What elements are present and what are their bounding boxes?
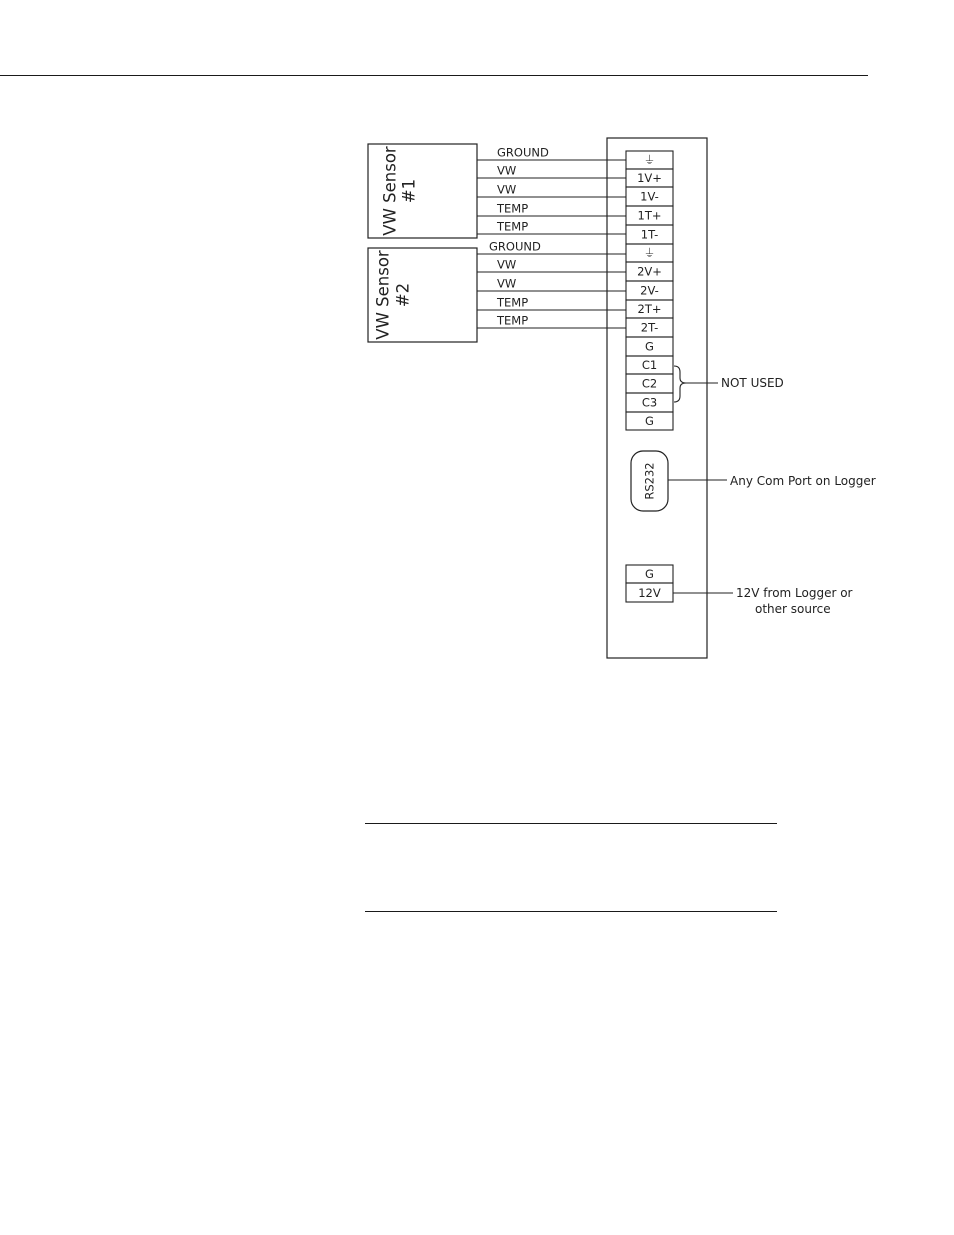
terminal-label: C2 — [641, 376, 658, 391]
sensor-2-title: VW Sensor — [373, 250, 393, 340]
sensor-1-number: #1 — [399, 178, 419, 204]
wire-label: TEMP — [497, 219, 529, 234]
terminal-label: C1 — [641, 358, 658, 372]
rs232-label: RS232 — [642, 462, 657, 500]
terminal-label: ⏚ — [643, 153, 656, 167]
terminal-label: 1T+ — [637, 208, 662, 223]
terminal-label: 1V+ — [637, 171, 662, 185]
wire-label: VW — [497, 276, 517, 291]
terminal-label: ⏚ — [643, 246, 656, 260]
wire-label: TEMP — [497, 201, 529, 216]
terminal-label: 1V- — [640, 189, 659, 204]
power-terminal-g-label: G — [645, 567, 654, 581]
sensor-1-title: VW Sensor — [380, 146, 400, 236]
power-label-line2: other source — [755, 602, 831, 616]
not-used-label: NOT USED — [721, 376, 784, 390]
not-used-brace — [674, 366, 686, 402]
terminal-label: 2V+ — [637, 264, 662, 279]
terminal-label: 2V- — [640, 283, 659, 298]
terminal-label: G — [645, 414, 654, 428]
sensor-2-number: #2 — [393, 282, 413, 308]
com-port-label: Any Com Port on Logger — [730, 474, 876, 488]
terminal-label: C3 — [641, 395, 658, 410]
wire-label: VW — [497, 182, 517, 197]
terminal-label: 2T+ — [637, 302, 662, 316]
terminal-label: 2T- — [640, 320, 659, 335]
terminal-label: 1T- — [640, 227, 659, 242]
wire-label: TEMP — [497, 313, 529, 328]
terminal-label: G — [645, 339, 654, 354]
wire-label: GROUND — [497, 145, 549, 160]
wire-label: VW — [497, 163, 517, 178]
wire-label: GROUND — [489, 239, 541, 254]
power-label-line1: 12V from Logger or — [736, 586, 853, 600]
power-terminal-12v-label: 12V — [638, 586, 661, 600]
wire-label: VW — [497, 257, 517, 272]
wire-label: TEMP — [497, 295, 529, 310]
